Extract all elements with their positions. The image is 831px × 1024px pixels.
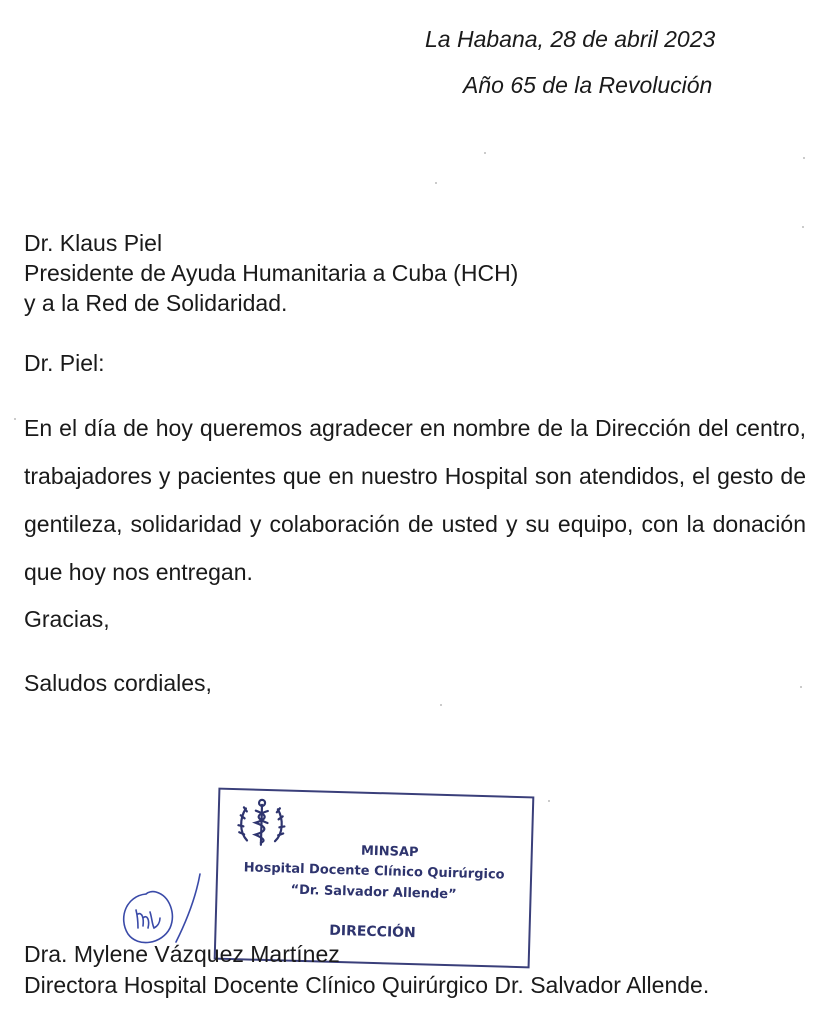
signatory-title: Directora Hospital Docente Clínico Quirúrgico Dr. Salvador Allende. [24, 972, 710, 998]
stamp-ministry: MINSAP [360, 843, 419, 861]
stamp-hospital-name: “Dr. Salvador Allende” [290, 882, 457, 903]
recipient-title: Presidente de Ayuda Humanitaria a Cuba (HCH) [24, 260, 519, 286]
closing-thanks: Gracias, [24, 606, 110, 632]
recipient-block [24, 228, 518, 318]
signatory-name: Dra. Mylene Vázquez Martínez [24, 941, 340, 967]
salutation: Dr. Piel: [24, 350, 105, 376]
stamp-hospital: Hospital Docente Clínico Quirúrgico [243, 860, 505, 883]
stamp-department: DIRECCIÓN [329, 922, 416, 942]
recipient-name: Dr. Klaus Piel [24, 230, 163, 256]
recipient-org: y a la Red de Solidaridad. [24, 290, 288, 316]
place-date: La Habana, 28 de abril 2023 [425, 26, 716, 52]
year-line: Año 65 de la Revolución [463, 72, 713, 98]
body-paragraph: En el día de hoy queremos agradecer en nombre de la Dirección del centro, trabajadores y pacientes que en nuestro Hospital son atendidos, el gesto de gentileza, solidaridad y colaboración de usted y su equipo, con la donación que hoy nos entregan. [24, 415, 806, 585]
closing-regards: Saludos cordiales, [24, 670, 212, 696]
